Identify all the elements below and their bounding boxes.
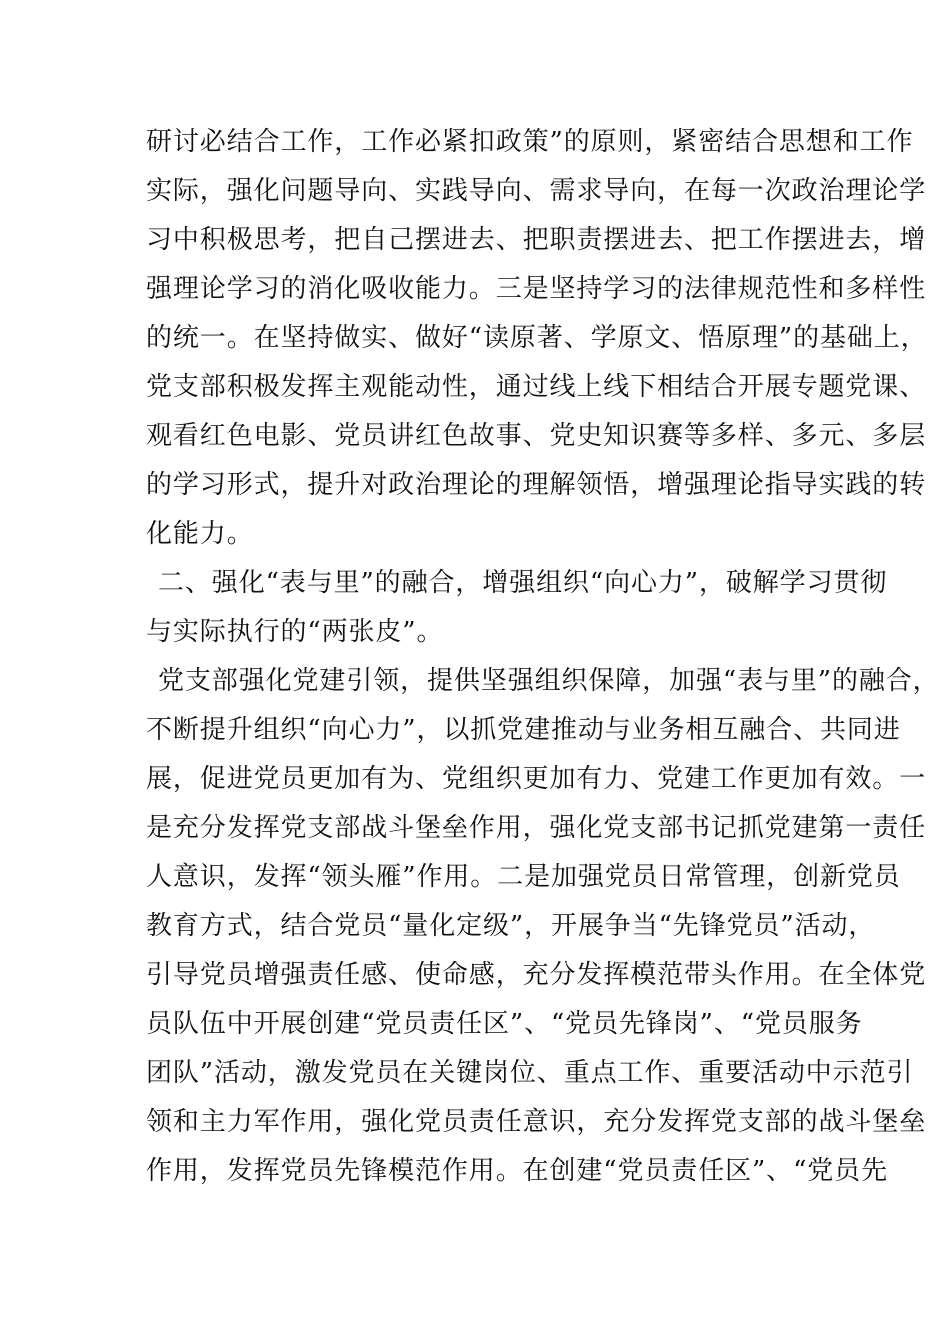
text-line: 的学习形式，提升对政治理论的理解领悟，增强理论指导实践的转 (146, 470, 927, 500)
section-heading-line: 二、强化“表与里”的融合，增强组织“向心力”，破解学习贯彻 (158, 568, 888, 598)
text-line: 研讨必结合工作，工作必紧扣政策”的原则，紧密结合思想和工作 (146, 127, 914, 157)
text-line: 员队伍中开展创建“党员责任区”、“党员先锋岗”、“党员服务 (146, 1009, 863, 1039)
text-line: 是充分发挥党支部战斗堡垒作用，强化党支部书记抓党建第一责任 (146, 813, 927, 843)
text-line: 领和主力军作用，强化党员责任意识，充分发挥党支部的战斗堡垒 (146, 1107, 927, 1137)
text-line: 实际，强化问题导向、实践导向、需求导向，在每一次政治理论学 (146, 176, 927, 206)
text-line: 展，促进党员更加有为、党组织更加有力、党建工作更加有效。一 (146, 764, 927, 794)
text-line: 的统一。在坚持做实、做好“读原著、学原文、悟原理”的基础上， (146, 323, 928, 353)
text-line: 化能力。 (146, 519, 254, 549)
text-line: 强理论学习的消化吸收能力。三是坚持学习的法律规范性和多样性 (146, 274, 927, 304)
text-line: 不断提升组织“向心力”，以抓党建推动与业务相互融合、共同进 (146, 715, 901, 745)
text-line: 习中积极思考，把自己摆进去、把职责摆进去、把工作摆进去，增 (146, 225, 927, 255)
text-line: 观看红色电影、党员讲红色故事、党史知识赛等多样、多元、多层 (146, 421, 927, 451)
text-line: 党支部积极发挥主观能动性，通过线上线下相结合开展专题党课、 (146, 372, 927, 402)
text-line: 团队”活动，激发党员在关键岗位、重点工作、重要活动中示范引 (146, 1058, 914, 1088)
text-line: 作用，发挥党员先锋模范作用。在创建“党员责任区”、“党员先 (146, 1156, 888, 1186)
text-line: 人意识，发挥“领头雁”作用。二是加强党员日常管理，创新党员 (146, 862, 901, 892)
text-line: 党支部强化党建引领，提供坚强组织保障，加强“表与里”的融合， (158, 666, 940, 696)
text-line: 引导党员增强责任感、使命感，充分发挥模范带头作用。在全体党 (146, 960, 927, 990)
text-line: 教育方式，结合党员“量化定级”，开展争当“先锋党员”活动， (146, 911, 876, 941)
section-heading-line: 与实际执行的“两张皮”。 (146, 617, 444, 647)
